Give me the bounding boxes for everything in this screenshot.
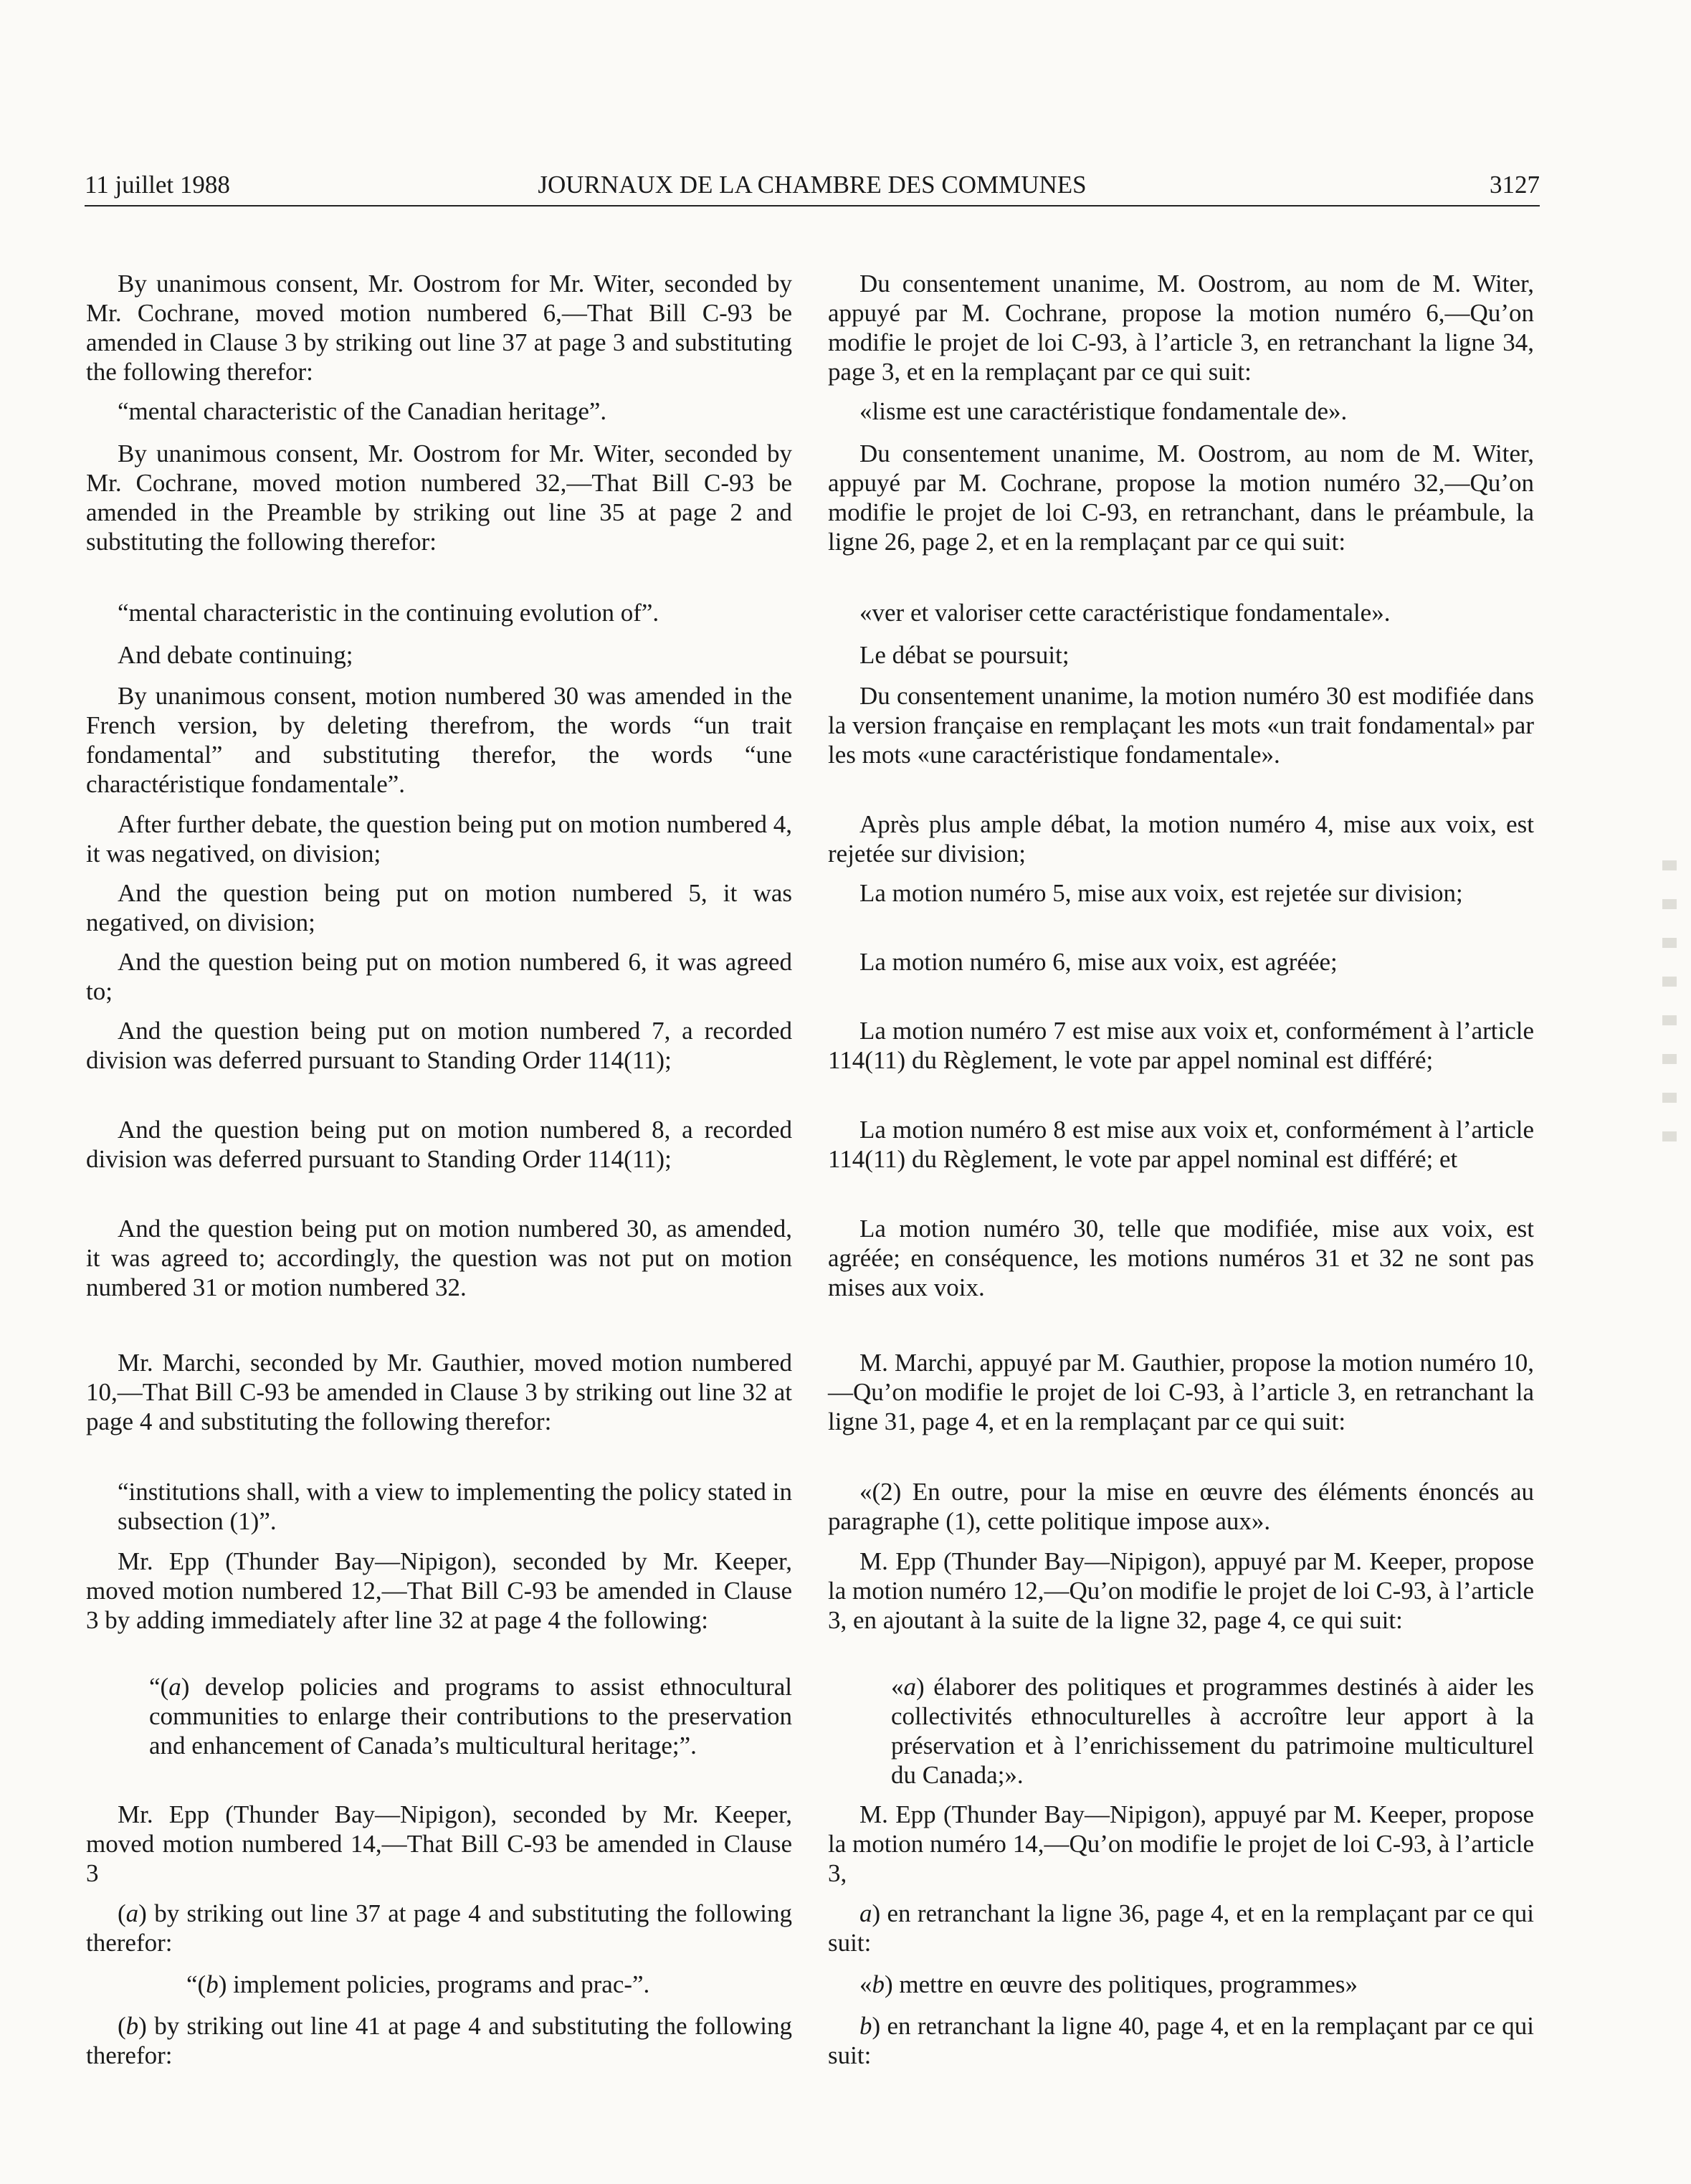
paragraph: a) en retranchant la ligne 36, page 4, et en la remplaçant par ce qui suit: xyxy=(828,1899,1534,1957)
scan-artifact xyxy=(1662,860,1677,870)
paragraph: Le débat se poursuit; xyxy=(859,641,1070,669)
paragraph: La motion numéro 7 est mise aux voix et, conformément à l’article 114(11) du Règlement, le vote par appel nominal est différé; xyxy=(828,1017,1534,1074)
paragraph: (a) by striking out line 37 at page 4 and substituting the following therefor: xyxy=(86,1899,792,1957)
paragraph: By unanimous consent, Mr. Oostrom for Mr. Witer, seconded by Mr. Cochrane, moved motion numbered 6,—That Bill C-93 be amended in Clause 3 by striking out line 37 at page 3 and substituting the following therefor: xyxy=(86,270,792,386)
paragraph: (b) by striking out line 41 at page 4 and substituting the following therefor: xyxy=(86,2012,792,2069)
amendment-text: implement policies, programs and prac-”. xyxy=(233,1970,650,1998)
paragraph: And debate continuing; xyxy=(118,641,353,669)
header-date: 11 juillet 1988 xyxy=(85,171,230,199)
paragraph: And the question being put on motion numbered 6, it was agreed to; xyxy=(86,948,792,1005)
page-header xyxy=(85,171,1540,206)
paragraph: Après plus ample débat, la motion numéro 4, mise aux voix, est rejetée sur division; xyxy=(828,810,1534,868)
paragraph: And the question being put on motion numbered 5, it was negatived, on division; xyxy=(86,879,792,936)
scan-artifact xyxy=(1662,938,1677,948)
paragraph: Du consentement unanime, la motion numéro 30 est modifiée dans la version française en remplaçant les mots «un trait fondamental» par les mots «une caractéristique fondamentale». xyxy=(828,682,1534,769)
paragraph: M. Marchi, appuyé par M. Gauthier, propose la motion numéro 10,—Qu’on modifie le projet de loi C-93, à l’article 3, en retranchant la ligne 31, page 4, et en la remplaçant par ce qui suit: xyxy=(828,1349,1534,1435)
quoted-amendment: “mental characteristic in the continuing evolution of”. xyxy=(118,599,659,627)
amendment-text: élaborer des politiques et programmes destinés à aider les collectivités ethnoculturelles à accroître leur apport à la préservation et à l’enrichissement du patrimoine multiculturel du Canada;». xyxy=(891,1673,1534,1789)
page-number: 3127 xyxy=(1490,171,1540,199)
amendment-text: develop policies and programs to assist ethnocultural communities to enlarge their contributions to the preservation and enhancement of Canada’s multicultural heritage;”. xyxy=(149,1673,793,1760)
paragraph: Mr. Epp (Thunder Bay—Nipigon), seconded by Mr. Keeper, moved motion numbered 12,—That Bill C-93 be amended in Clause 3 by adding immediately after line 32 at page 4 the following: xyxy=(86,1547,792,1634)
paragraph: M. Epp (Thunder Bay—Nipigon), appuyé par M. Keeper, propose la motion numéro 12,—Qu’on modifie le projet de loi C-93, à l’article 3, en ajoutant à la suite de la ligne 32, page 4, ce qui suit: xyxy=(828,1547,1534,1634)
paragraph: And the question being put on motion numbered 8, a recorded division was deferred pursuant to Standing Order 114(11); xyxy=(86,1116,792,1173)
scan-edge-marks xyxy=(1662,860,1684,1170)
paragraph: Mr. Marchi, seconded by Mr. Gauthier, moved motion numbered 10,—That Bill C-93 be amended in Clause 3 by striking out line 32 at page 4 and substituting the following therefor: xyxy=(86,1349,792,1435)
quoted-amendment: “institutions shall, with a view to implementing the policy stated in subsection (1)”. xyxy=(118,1478,792,1535)
amendment-text: mettre en œuvre des politiques, programmes» xyxy=(899,1970,1358,1998)
paragraph-text: en retranchant la ligne 40, page 4, et en la remplaçant par ce qui suit: xyxy=(828,2012,1534,2069)
paragraph: M. Epp (Thunder Bay—Nipigon), appuyé par M. Keeper, propose la motion numéro 14,—Qu’on modifie le projet de loi C-93, à l’article 3, xyxy=(828,1800,1534,1887)
paragraph-text: en retranchant la ligne 36, page 4, et en la remplaçant par ce qui suit: xyxy=(828,1899,1534,1957)
quoted-amendment: “(a) develop policies and programs to assist ethnocultural communities to enlarge their contributions to the preservation and enhancement of Canada’s multicultural heritage;”. xyxy=(149,1673,793,1760)
paragraph: La motion numéro 5, mise aux voix, est rejetée sur division; xyxy=(859,879,1463,907)
paragraph: And the question being put on motion numbered 7, a recorded division was deferred pursuant to Standing Order 114(11); xyxy=(86,1017,792,1074)
paragraph-text: by striking out line 37 at page 4 and substituting the following therefor: xyxy=(86,1899,792,1957)
paragraph: b) en retranchant la ligne 40, page 4, et en la remplaçant par ce qui suit: xyxy=(828,2012,1534,2069)
quoted-amendment: “mental characteristic of the Canadian heritage”. xyxy=(118,397,607,425)
header-title: JOURNAUX DE LA CHAMBRE DES COMMUNES xyxy=(538,171,1087,199)
quoted-amendment: «(2) En outre, pour la mise en œuvre des éléments énoncés au paragraphe (1), cette politique impose aux». xyxy=(828,1478,1534,1535)
scan-artifact xyxy=(1662,1093,1677,1103)
paragraph: Mr. Epp (Thunder Bay—Nipigon), seconded by Mr. Keeper, moved motion numbered 14,—That Bill C-93 be amended in Clause 3 xyxy=(86,1800,792,1887)
paragraph: Du consentement unanime, M. Oostrom, au nom de M. Witer, appuyé par M. Cochrane, propose la motion numéro 32,—Qu’on modifie le projet de loi C-93, en retranchant, dans le préambule, la ligne 26, page 2, et en la remplaçant par ce qui suit: xyxy=(828,440,1534,556)
scan-artifact xyxy=(1662,1015,1677,1025)
scan-artifact xyxy=(1662,977,1677,987)
paragraph: La motion numéro 30, telle que modifiée, mise aux voix, est agréée; en conséquence, les motions numéros 31 et 32 ne sont pas mises aux voix. xyxy=(828,1215,1534,1301)
scan-artifact xyxy=(1662,899,1677,909)
scan-artifact xyxy=(1662,1054,1677,1064)
paragraph-text: by striking out line 41 at page 4 and substituting the following therefor: xyxy=(86,2012,792,2069)
paragraph: After further debate, the question being put on motion numbered 4, it was negatived, on division; xyxy=(86,810,792,868)
paragraph: La motion numéro 8 est mise aux voix et, conformément à l’article 114(11) du Règlement, le vote par appel nominal est différé; et xyxy=(828,1116,1534,1173)
paragraph: And the question being put on motion numbered 30, as amended, it was agreed to; accordingly, the question was not put on motion numbered 31 or motion numbered 32. xyxy=(86,1215,792,1301)
paragraph: La motion numéro 6, mise aux voix, est agréée; xyxy=(859,948,1338,976)
quoted-amendment: «a) élaborer des politiques et programmes destinés à aider les collectivités ethnoculturelles à accroître leur apport à la préservation et à l’enrichissement du patrimoine multiculturel du Canada;». xyxy=(891,1673,1534,1789)
paragraph: Du consentement unanime, M. Oostrom, au nom de M. Witer, appuyé par M. Cochrane, propose la motion numéro 6,—Qu’on modifie le projet de loi C-93, à l’article 3, en retranchant la ligne 34, page 3, et en la remplaçant par ce qui suit: xyxy=(828,270,1534,386)
paragraph: By unanimous consent, motion numbered 30 was amended in the French version, by deleting therefrom, the words “un trait fondamental” and substituting therefor, the words “une charactéristique fondamentale”. xyxy=(86,682,792,798)
quoted-amendment: «ver et valoriser cette caractéristique fondamentale». xyxy=(859,599,1391,627)
paragraph: By unanimous consent, Mr. Oostrom for Mr. Witer, seconded by Mr. Cochrane, moved motion numbered 32,—That Bill C-93 be amended in the Preamble by striking out line 35 at page 2 and substituting the following therefor: xyxy=(86,440,792,556)
scan-artifact xyxy=(1662,1131,1677,1141)
quoted-amendment: «lisme est une caractéristique fondamentale de». xyxy=(859,397,1348,425)
quoted-amendment: «b) mettre en œuvre des politiques, programmes» xyxy=(859,1970,1358,1998)
quoted-amendment: “(b) implement policies, programs and prac-”. xyxy=(186,1970,650,1998)
